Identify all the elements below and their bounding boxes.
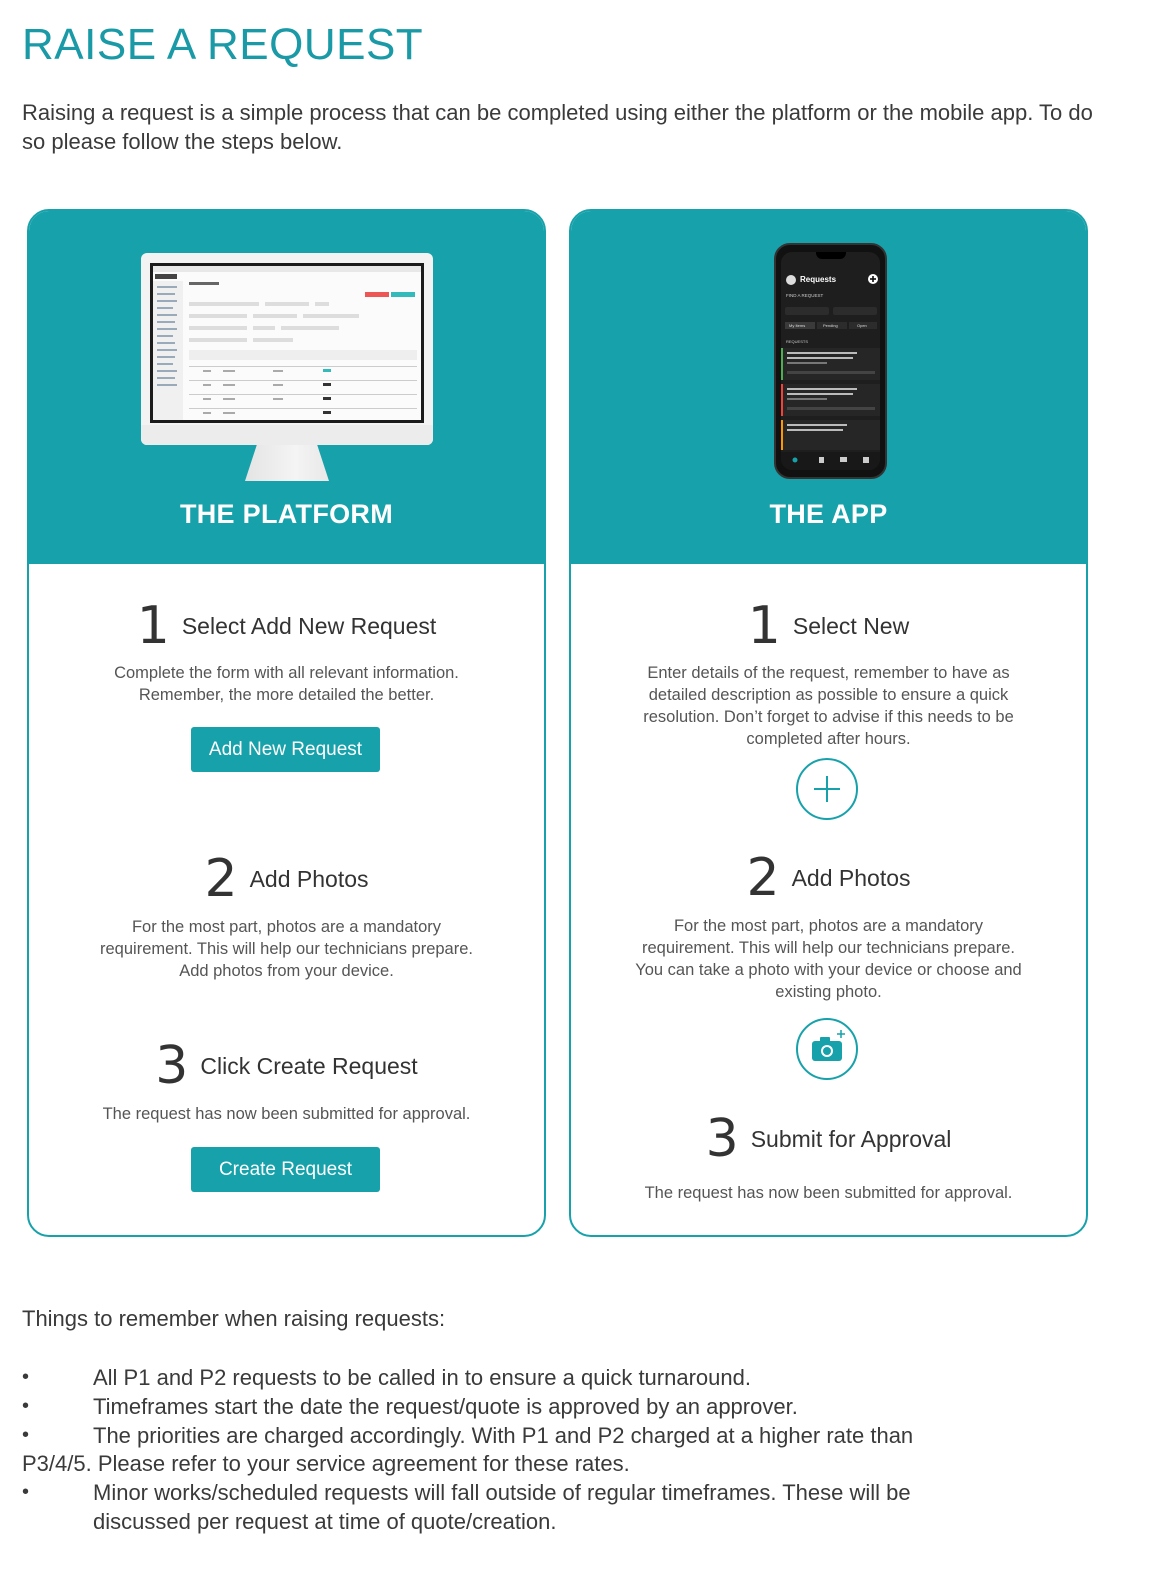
step-number: 1 — [136, 596, 170, 656]
description-line: Complete the form with all relevant information. — [114, 664, 459, 682]
platform-step-2 — [29, 849, 544, 909]
platform-step-3-description — [69, 1103, 504, 1125]
description-line: requirement. This will help our technicians prepare. — [642, 939, 1015, 957]
bullet-icon: • — [22, 1366, 30, 1388]
app-step-3 — [571, 1109, 1086, 1169]
description-line: Add photos from your device. — [179, 962, 394, 980]
app-heading: THE APP — [769, 499, 888, 529]
add-new-request-button[interactable]: Add New Request — [191, 727, 380, 772]
reminder-text: Minor works/scheduled requests will fall outside of regular timeframes. These will be — [93, 1480, 911, 1505]
step-label: Click Create Request — [200, 1052, 418, 1079]
description-line: For the most part, photos are a mandatory — [673, 917, 984, 935]
step-label: Submit for Approval — [750, 1125, 952, 1152]
step-label: Add Photos — [791, 864, 911, 891]
platform-card — [27, 209, 546, 1237]
step-number: 3 — [155, 1036, 189, 1096]
description-line: requirement. This will help our technicians prepare. — [100, 940, 473, 958]
desktop-monitor-icon — [141, 253, 433, 483]
create-request-button[interactable]: Create Request — [191, 1147, 380, 1192]
description-line: Enter details of the request, remember to have as — [647, 664, 1010, 682]
bullet-icon: • — [22, 1424, 30, 1446]
plus-icon[interactable] — [796, 758, 858, 820]
bullet-icon: • — [22, 1481, 30, 1503]
step-label: Add Photos — [249, 865, 369, 892]
description-line: The request has now been submitted for approval. — [102, 1105, 471, 1123]
app-step-1 — [571, 596, 1086, 656]
phone-list-header: REQUESTS — [786, 339, 809, 344]
phone-section-label: FIND A REQUEST — [786, 293, 824, 298]
platform-step-3 — [29, 1036, 544, 1096]
mobile-phone-icon — [774, 243, 887, 479]
reminder-text: All P1 and P2 requests to be called in to ensure a quick turnaround. — [93, 1365, 751, 1390]
intro-text: Raising a request is a simple process that can be completed using either the platform or the mobile app. To do so please follow the steps below. — [22, 100, 1093, 154]
reminder-text: The priorities are charged accordingly. With P1 and P2 charged at a higher rate than — [93, 1423, 914, 1448]
step-label: Select New — [792, 612, 910, 639]
step-number: 1 — [747, 596, 781, 656]
description-line: You can take a photo with your device or choose and — [635, 961, 1022, 979]
app-step-2-description — [601, 915, 1056, 1003]
platform-step-1-description — [69, 662, 504, 706]
app-step-3-description — [611, 1182, 1046, 1204]
description-line: completed after hours. — [746, 730, 911, 748]
platform-step-1 — [29, 596, 544, 656]
step-number: 2 — [204, 849, 238, 909]
reminder-text-continued: P3/4/5. Please refer to your service agreement for these rates. — [22, 1451, 630, 1476]
description-line: Remember, the more detailed the better. — [138, 686, 435, 704]
camera-add-icon[interactable] — [796, 1018, 858, 1080]
phone-tab-0: My Items — [789, 323, 806, 328]
description-line: The request has now been submitted for approval. — [644, 1184, 1013, 1202]
step-number: 3 — [705, 1109, 739, 1169]
phone-tab-2: Open — [857, 323, 867, 328]
phone-tab-1: Pending — [823, 323, 838, 328]
reminder-text: Timeframes start the date the request/quote is approved by an approver. — [93, 1394, 798, 1419]
app-step-1-description — [601, 662, 1056, 750]
app-step-2 — [571, 848, 1086, 908]
description-line: detailed description as possible to ensure a quick — [648, 686, 1009, 704]
bullet-icon: • — [22, 1395, 30, 1417]
step-number: 2 — [746, 848, 780, 908]
page-title: RAISE A REQUEST — [22, 20, 424, 69]
step-label: Select Add New Request — [181, 612, 437, 639]
description-line: For the most part, photos are a mandatory — [131, 918, 442, 936]
phone-screen-title: Requests — [800, 275, 837, 284]
platform-card-header — [29, 211, 544, 564]
app-card-header — [571, 211, 1086, 564]
description-line: resolution. Don’t forget to advise if this needs to be — [643, 708, 1014, 726]
platform-step-2-description — [69, 916, 504, 982]
description-line: existing photo. — [775, 983, 882, 1001]
reminder-text-continued: discussed per request at time of quote/creation. — [93, 1509, 557, 1534]
app-card — [569, 209, 1088, 1237]
platform-heading: THE PLATFORM — [179, 499, 394, 529]
reminders-title: Things to remember when raising requests: — [22, 1306, 446, 1331]
